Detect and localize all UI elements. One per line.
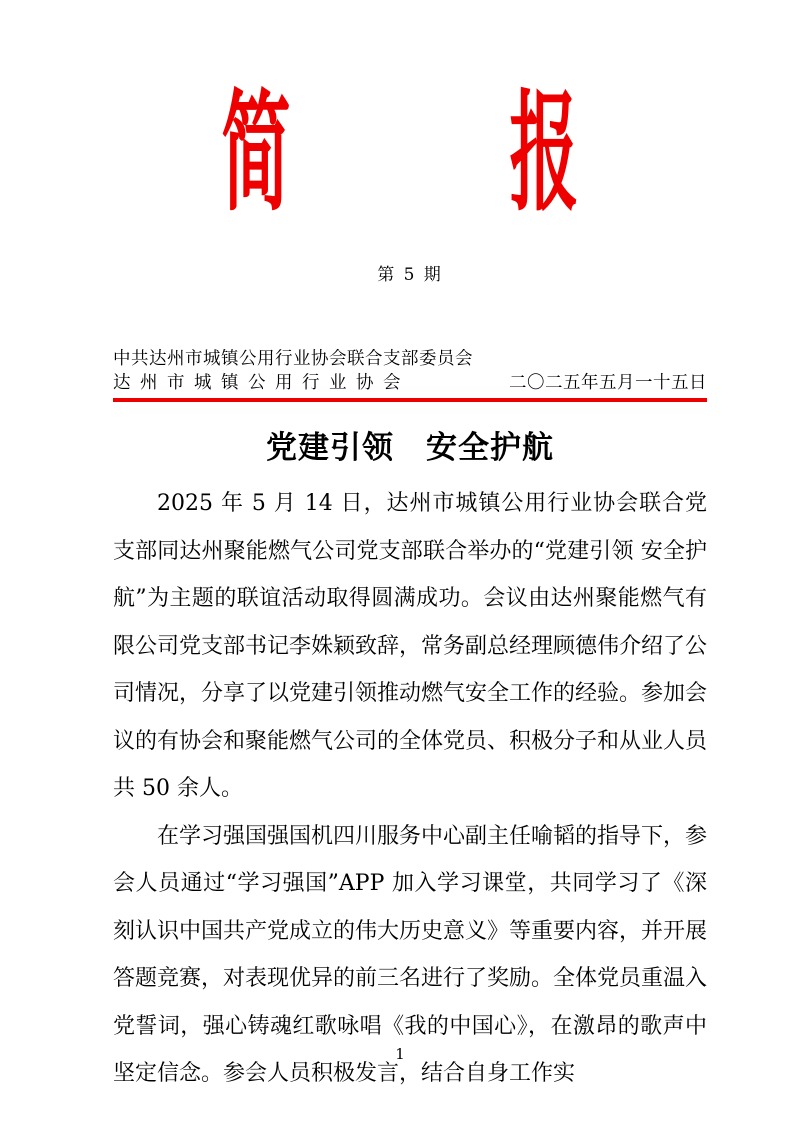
page-number: 1 xyxy=(395,1045,405,1063)
issuing-committee: 中共达州市城镇公用行业协会联合支部委员会 xyxy=(113,349,473,369)
issue-date: 二〇二五年五月一十五日 xyxy=(509,373,707,393)
issue-number: 第 5 期 xyxy=(377,265,443,285)
masthead-char-jian: 简 xyxy=(221,76,291,229)
issuer-and-date-row xyxy=(113,372,707,395)
masthead-char-bao: 报 xyxy=(509,76,579,229)
bulletin-masthead xyxy=(0,76,800,229)
issuing-association: 达州市城镇公用行业协会 xyxy=(113,373,410,393)
header-org-block xyxy=(113,348,707,395)
article-title: 党建引领 安全护航 xyxy=(266,430,554,466)
header-divider-rule xyxy=(113,398,707,402)
article-paragraph-2: 在学习强国强国机四川服务中心副主任喻韬的指导下，参会人员通过“学习强国”APP 加入学习课堂，共同学习了《深刻认识中国共产党成立的伟大历史意义》等重要内容，并开展答题竞赛，对表现优异的前三名进行了奖励。全体党员重温入党誓词，强心铸魂红歌咏唱《我的中国心》，在激昂的歌声中坚定信念。参会人员积极发言，结合自身工作实 xyxy=(113,823,708,1087)
article-paragraph-1: 2025 年 5 月 14 日，达州市城镇公用行业协会联合党支部同达州聚能燃气公司党支部联合举办的“党建引领 安全护航”为主题的联谊活动取得圆满成功。会议由达州聚能燃气有限公司党支部书记李姝颖致辞，常务副总经理顾德伟介绍了公司情况，分享了以党建引领推动燃气安全工作的经验。参加会议的有协会和聚能燃气公司的全体党员、积极分子和从业人员共 50 余人。 xyxy=(113,491,708,802)
